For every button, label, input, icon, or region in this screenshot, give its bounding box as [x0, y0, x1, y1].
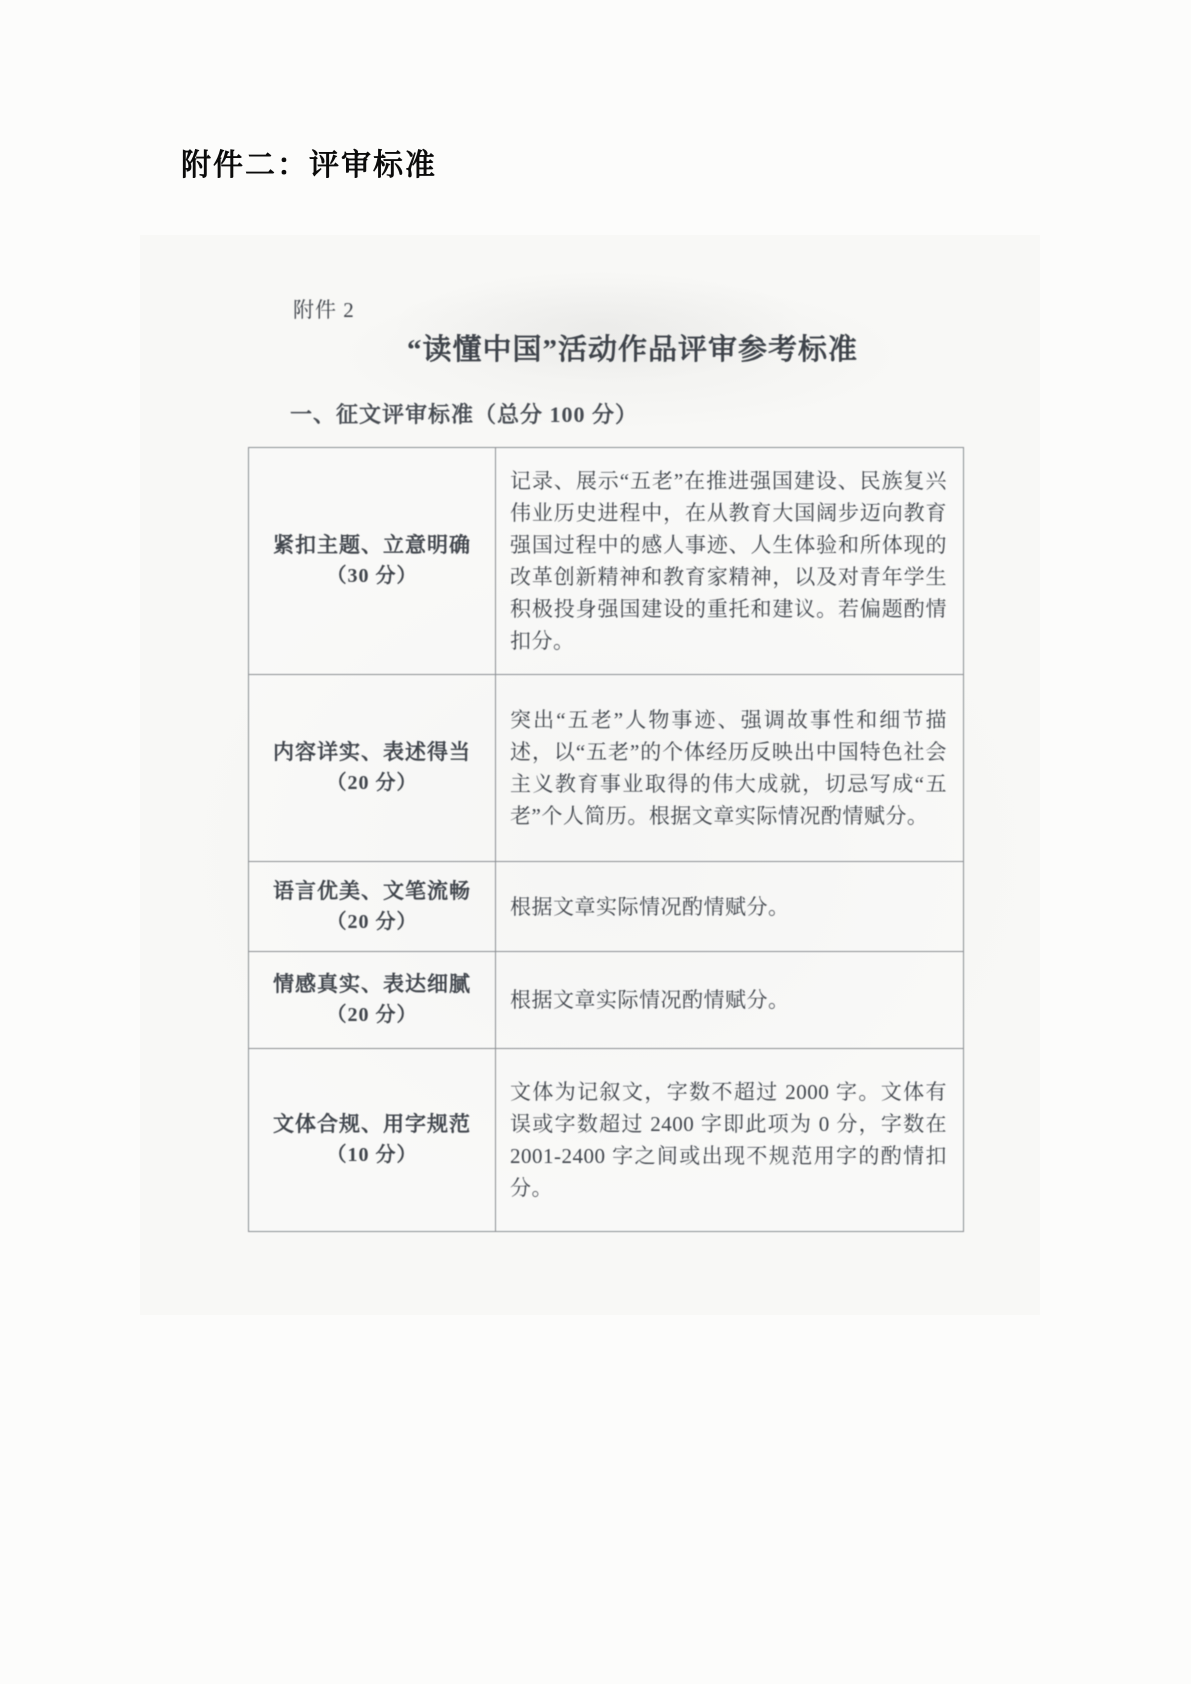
criterion-name: 内容详实、表述得当	[273, 740, 471, 764]
description-text: 记录、展示“五老”在推进强国建设、民族复兴伟业历史进程中，在从教育大国阔步迈向教育强国过程中的感人事迹、人生体验和所体现的改革创新精神和教育家精神，以及对青年学生积极投身强国建设的重托和建议。若偏题酌情扣分。	[510, 469, 947, 653]
criterion-score: （10 分）	[326, 1144, 418, 1166]
section-heading: 一、征文评审标准（总分 100 分）	[290, 402, 639, 427]
table-row	[249, 448, 963, 675]
description-text: 突出“五老”人物事迹、强调故事性和细节描述，以“五老”的个体经历反映出中国特色社会主义教育事业取得的伟大成就，切忌写成“五老”个人简历。根据文章实际情况酌情赋分。	[510, 708, 947, 828]
criterion-score: （20 分）	[326, 910, 418, 933]
table-row	[249, 952, 963, 1049]
description-text: 根据文章实际情况酌情赋分。	[510, 894, 790, 919]
criteria-table	[248, 447, 964, 1232]
document-title: “读懂中国”活动作品评审参考标准	[406, 334, 858, 366]
criterion-name: 紧扣主题、立意明确	[273, 533, 471, 557]
attachment-number: 附件 2	[293, 298, 355, 322]
criterion-cell	[249, 448, 496, 674]
criterion-name: 语言优美、文笔流畅	[273, 878, 471, 903]
criterion-cell	[249, 952, 496, 1048]
description-cell	[496, 1049, 963, 1231]
page-header: 附件二：评审标准	[181, 149, 437, 182]
criterion-score: （20 分）	[326, 772, 418, 794]
description-cell	[496, 952, 963, 1048]
criterion-score: （30 分）	[326, 565, 418, 587]
criterion-name: 情感真实、表达细腻	[273, 972, 471, 996]
criterion-cell	[249, 862, 496, 951]
description-text: 根据文章实际情况酌情赋分。	[510, 988, 790, 1012]
description-text: 文体为记叙文，字数不超过 2000 字。文体有误或字数超过 2400 字即此项为 0 分，字数在 2001-2400 字之间或出现不规范用字的酌情扣分。	[510, 1080, 947, 1200]
table-row	[249, 862, 963, 952]
description-cell	[496, 862, 963, 951]
criterion-cell	[249, 1049, 496, 1231]
table-row	[249, 1049, 963, 1231]
description-cell	[496, 448, 963, 674]
criterion-cell	[249, 675, 496, 861]
criterion-name: 文体合规、用字规范	[273, 1112, 471, 1136]
description-cell	[496, 675, 963, 861]
criterion-score: （20 分）	[326, 1004, 418, 1026]
table-row	[249, 675, 963, 862]
